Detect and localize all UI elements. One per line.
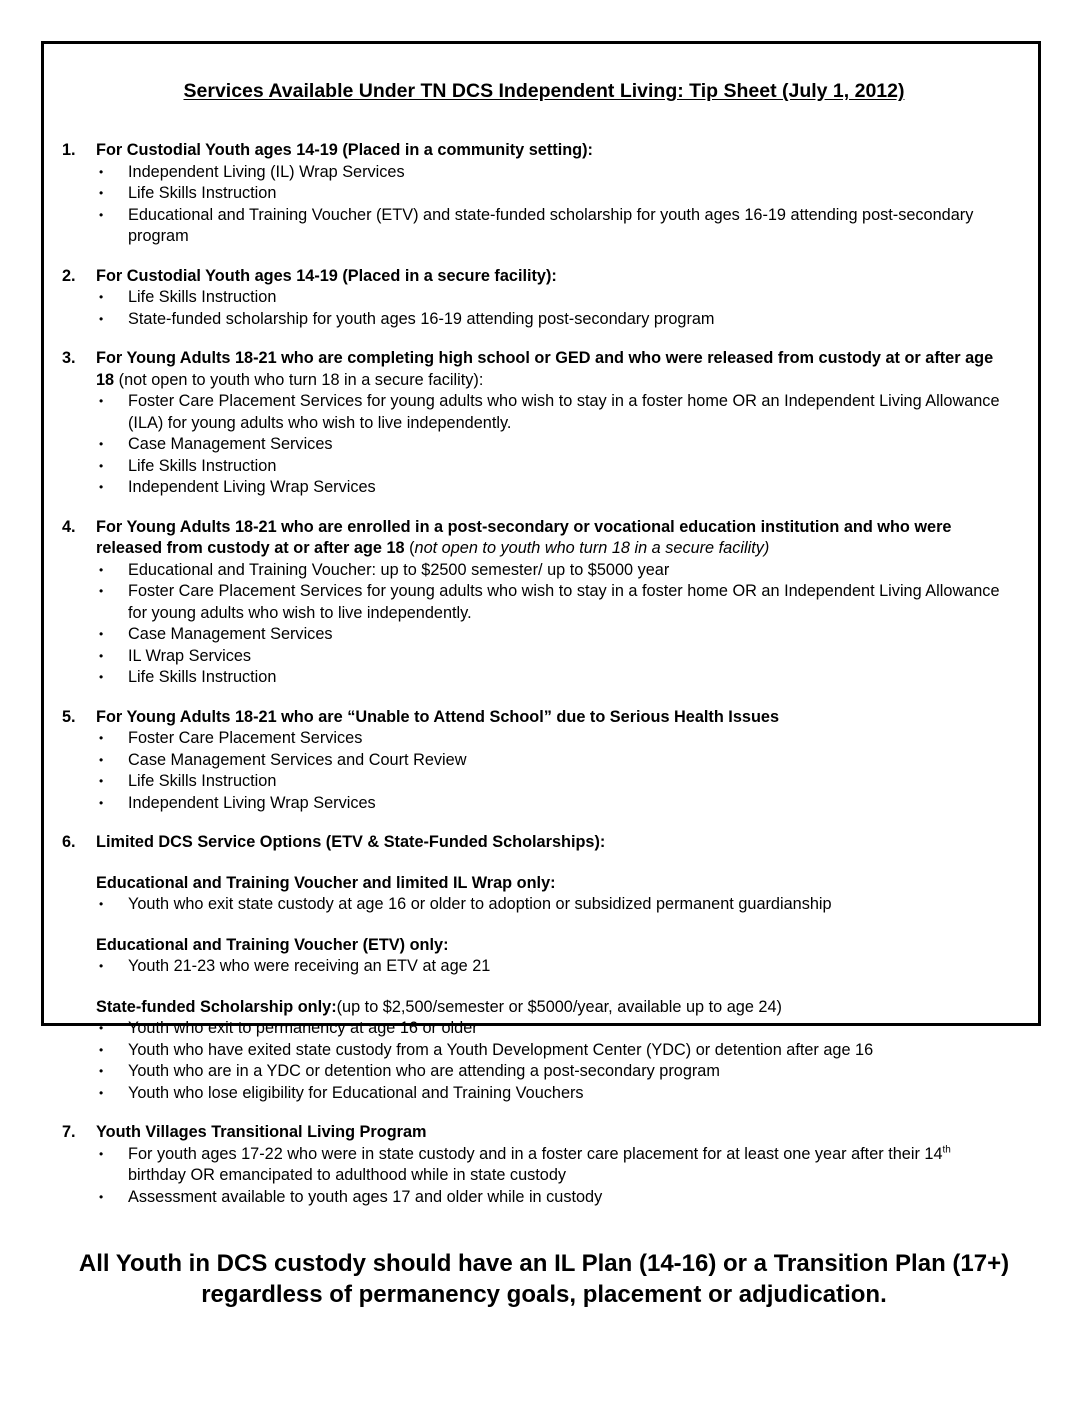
bullet-icon: • bbox=[99, 480, 104, 494]
bullet-icon: • bbox=[99, 670, 104, 684]
section-number: 4. bbox=[62, 517, 76, 536]
list-item bbox=[96, 771, 1012, 793]
subsection-heading: State-funded Scholarship only: bbox=[96, 997, 337, 1016]
list-item bbox=[96, 750, 1012, 772]
section-2 bbox=[62, 266, 1012, 331]
subsection-heading: Educational and Training Voucher and limited IL Wrap only: bbox=[96, 873, 556, 892]
list-item-text: Life Skills Instruction bbox=[128, 772, 277, 790]
bullet-icon: • bbox=[99, 1189, 104, 1204]
section-heading: For Young Adults 18-21 who are “Unable to Attend School” due to Serious Health Issues bbox=[96, 707, 780, 726]
list-item-text: Independent Living Wrap Services bbox=[128, 793, 376, 812]
list-item-text: Independent Living Wrap Services bbox=[128, 478, 376, 496]
section-heading: For Young Adults 18-21 who are completing high school or GED and who were released from custody at or after age 18 bbox=[96, 349, 994, 389]
list-item bbox=[96, 162, 1012, 184]
list-item-text: Life Skills Instruction bbox=[128, 668, 277, 686]
list-item bbox=[96, 581, 1012, 624]
bullet-icon: • bbox=[99, 1146, 104, 1161]
subsection-etv-only bbox=[62, 935, 1012, 978]
list-item-text: Foster Care Placement Services for young adults who wish to stay in a foster home OR an Independent Living Allowance (ILA) for young adults who wish to live independently. bbox=[128, 392, 1000, 432]
list-item bbox=[96, 309, 1012, 331]
list-item-text: Educational and Training Voucher: up to $2500 semester/ up to $5000 year bbox=[128, 560, 670, 579]
bullet-icon: • bbox=[99, 394, 104, 408]
section-heading: Limited DCS Service Options (ETV & State-Funded Scholarships): bbox=[96, 833, 606, 851]
bullet-icon: • bbox=[99, 1064, 104, 1078]
list-item-text: Youth who have exited state custody from a Youth Development Center (YDC) or detention after age 16 bbox=[128, 1040, 874, 1059]
section-heading-note: (not open to youth who turn 18 in a secure facility): bbox=[114, 370, 484, 389]
section-number: 6. bbox=[62, 833, 76, 851]
list-item-text: Life Skills Instruction bbox=[128, 184, 277, 202]
list-item bbox=[96, 1040, 1012, 1062]
section-number: 2. bbox=[62, 266, 76, 285]
section-5 bbox=[62, 707, 1012, 815]
list-item bbox=[96, 477, 1012, 499]
list-item bbox=[96, 434, 1012, 456]
bullet-icon: • bbox=[99, 731, 104, 745]
bullet-icon: • bbox=[99, 1042, 104, 1057]
bullet-icon: • bbox=[99, 959, 104, 973]
list-item-text bbox=[128, 1144, 1012, 1187]
document-body bbox=[62, 140, 1012, 1226]
section-heading: For Custodial Youth ages 14-19 (Placed in a community setting): bbox=[96, 141, 593, 159]
section-heading: For Young Adults 18-21 who are enrolled in a post-secondary or vocational education institution and who were released from custody at or after age 18 bbox=[96, 517, 952, 557]
section-number: 7. bbox=[62, 1123, 76, 1141]
bullet-icon: • bbox=[99, 752, 104, 767]
bullet-icon: • bbox=[99, 458, 104, 473]
list-item-text: Independent Living (IL) Wrap Services bbox=[128, 162, 405, 181]
list-item bbox=[96, 287, 1012, 309]
list-item-text: Life Skills Instruction bbox=[128, 456, 277, 475]
section-number: 3. bbox=[62, 349, 76, 367]
list-item bbox=[96, 894, 1012, 916]
list-item bbox=[96, 793, 1012, 815]
list-item-text: Case Management Services and Court Review bbox=[128, 750, 467, 769]
list-item-text: Case Management Services bbox=[128, 625, 333, 643]
subsection-heading-note: (up to $2,500/semester or $5000/year, available up to age 24) bbox=[336, 997, 782, 1016]
list-item bbox=[96, 1083, 1012, 1105]
list-item bbox=[96, 456, 1012, 478]
list-item bbox=[96, 956, 1012, 978]
section-3 bbox=[62, 348, 1012, 499]
bullet-icon: • bbox=[99, 584, 104, 598]
bullet-icon: • bbox=[99, 186, 104, 200]
list-item-text: Educational and Training Voucher (ETV) and state-funded scholarship for youth ages 16-19 attending post-secondary program bbox=[128, 205, 974, 245]
closing-statement: All Youth in DCS custody should have an IL Plan (14-16) or a Transition Plan (17+) regardless of permanency goals, placement or adjudication. bbox=[78, 1250, 1010, 1308]
list-item-text: Youth who are in a YDC or detention who are attending a post-secondary program bbox=[128, 1062, 720, 1080]
list-item bbox=[96, 646, 1012, 668]
subsection-heading: Educational and Training Voucher (ETV) only: bbox=[96, 935, 449, 954]
ordinal-superscript: th bbox=[942, 1144, 951, 1156]
list-item-text: Youth who exit state custody at age 16 or older to adoption or subsidized permanent guardianship bbox=[128, 895, 832, 913]
section-4 bbox=[62, 517, 1012, 689]
bullet-icon: • bbox=[99, 627, 104, 641]
bullet-icon: • bbox=[99, 562, 104, 577]
list-item bbox=[96, 624, 1012, 646]
list-item-text: Youth 21-23 who were receiving an ETV at age 21 bbox=[128, 957, 491, 975]
section-7 bbox=[62, 1122, 1012, 1208]
bullet-icon: • bbox=[99, 1085, 104, 1100]
subsection-etv-il-wrap bbox=[62, 873, 1012, 916]
list-item bbox=[96, 728, 1012, 750]
list-item bbox=[96, 560, 1012, 582]
subsection-scholarship-only bbox=[62, 997, 1012, 1105]
section-6 bbox=[62, 832, 1012, 1104]
list-item-text: Foster Care Placement Services bbox=[128, 729, 363, 747]
section-1 bbox=[62, 140, 1012, 248]
list-item-text: Case Management Services bbox=[128, 435, 333, 453]
bullet-icon: • bbox=[99, 795, 104, 810]
list-item bbox=[96, 183, 1012, 205]
list-item-text-part: birthday OR emancipated to adulthood while in state custody bbox=[128, 1166, 567, 1184]
bullet-icon: • bbox=[99, 437, 104, 451]
list-item bbox=[96, 1018, 1012, 1040]
section-heading: Youth Villages Transitional Living Program bbox=[96, 1123, 427, 1141]
bullet-icon: • bbox=[99, 648, 104, 663]
bullet-icon: • bbox=[99, 1021, 104, 1035]
list-item bbox=[96, 1187, 1012, 1209]
section-heading-note: ( bbox=[404, 539, 415, 557]
bullet-icon: • bbox=[99, 164, 104, 179]
document-title: Services Available Under TN DCS Independent Living: Tip Sheet (July 1, 2012) bbox=[183, 80, 905, 102]
section-number: 1. bbox=[62, 141, 76, 159]
list-item-text: Youth who exit to permanency at age 16 or older bbox=[128, 1019, 478, 1037]
section-heading: For Custodial Youth ages 14-19 (Placed in a secure facility): bbox=[96, 266, 557, 285]
bullet-icon: • bbox=[99, 774, 104, 788]
section-heading-italic-note: not open to youth who turn 18 in a secure facility) bbox=[414, 539, 770, 557]
list-item bbox=[96, 1144, 1012, 1187]
list-item bbox=[96, 205, 1012, 248]
bullet-icon: • bbox=[99, 290, 104, 304]
list-item-text: IL Wrap Services bbox=[128, 646, 252, 665]
list-item-text-part: For youth ages 17-22 who were in state custody and in a foster care placement for at least one year after their 14 bbox=[128, 1144, 943, 1163]
list-item bbox=[96, 391, 1012, 434]
list-item-text: Foster Care Placement Services for young adults who wish to stay in a foster home OR an Independent Living Allowance for young adults who wish to live independently. bbox=[128, 582, 1000, 622]
bullet-icon: • bbox=[99, 311, 104, 326]
list-item bbox=[96, 667, 1012, 689]
section-number: 5. bbox=[62, 707, 76, 726]
list-item bbox=[96, 1061, 1012, 1083]
list-item-text: State-funded scholarship for youth ages 16-19 attending post-secondary program bbox=[128, 309, 715, 328]
list-item-text: Youth who lose eligibility for Educational and Training Vouchers bbox=[128, 1083, 584, 1102]
list-item-text: Assessment available to youth ages 17 and older while in custody bbox=[128, 1187, 603, 1206]
list-item-text: Life Skills Instruction bbox=[128, 288, 277, 306]
bullet-icon: • bbox=[99, 897, 104, 911]
bullet-icon: • bbox=[99, 207, 104, 222]
